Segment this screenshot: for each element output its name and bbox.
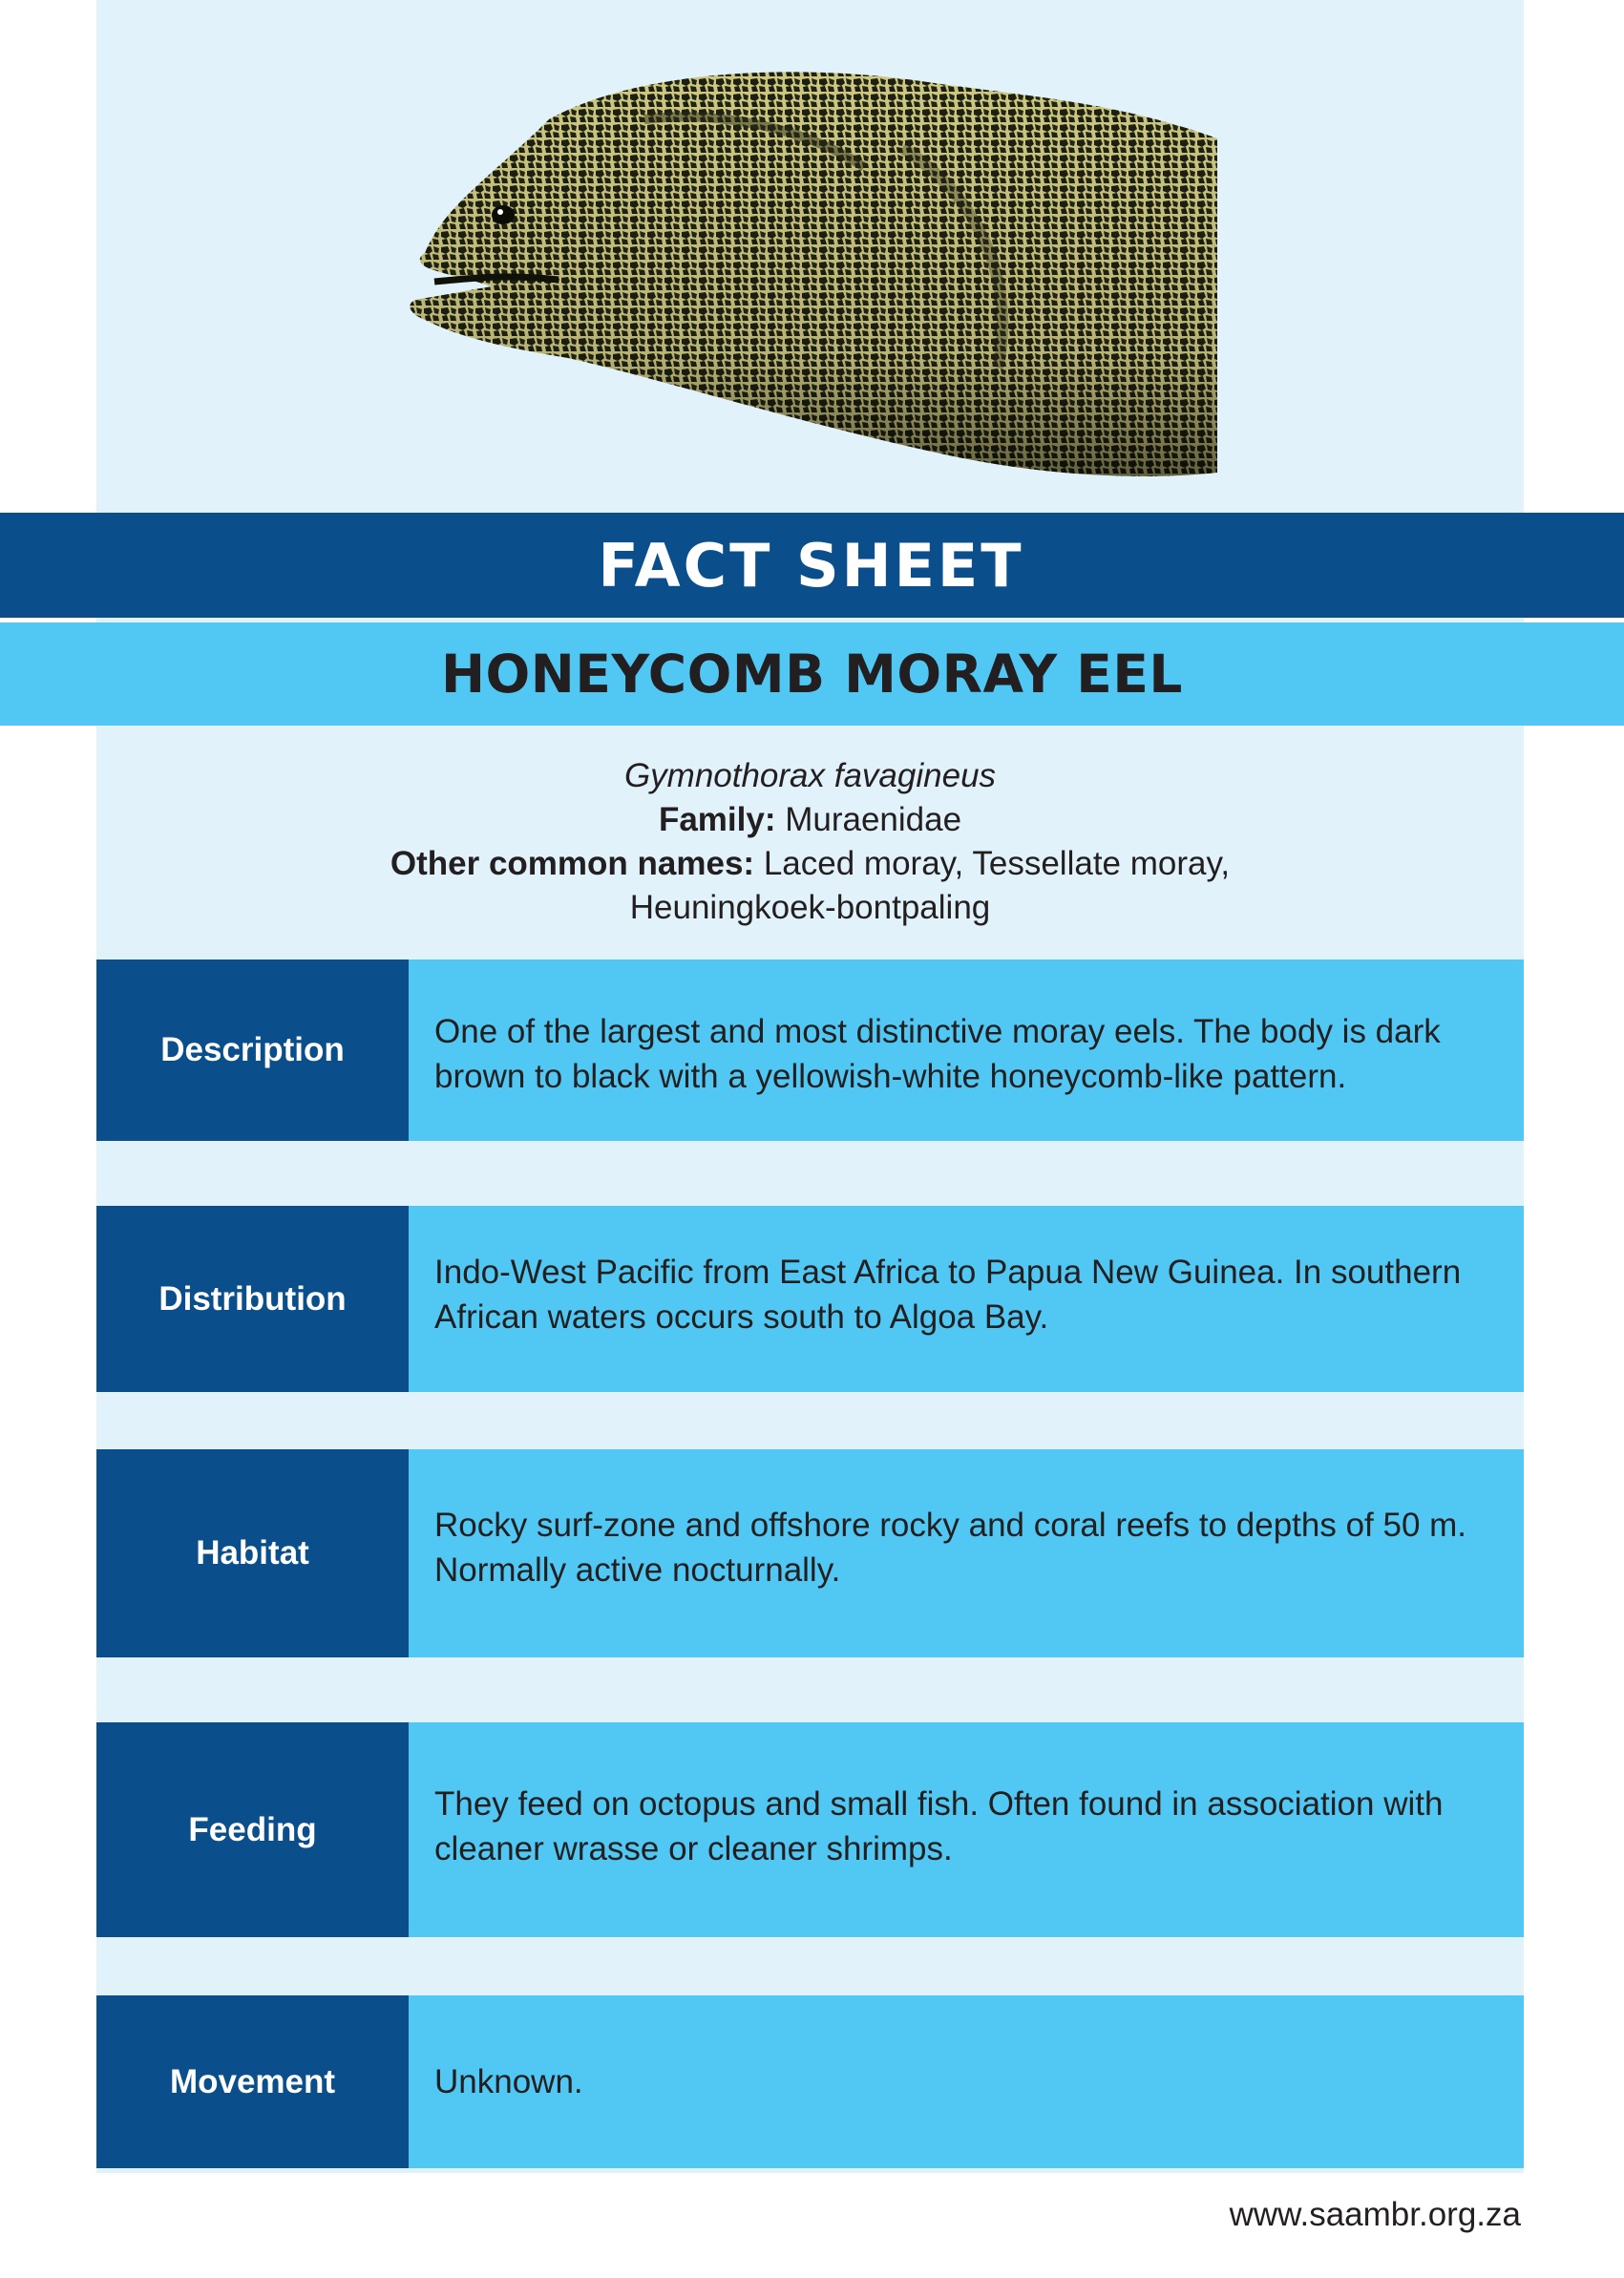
section-label: Habitat xyxy=(96,1449,409,1657)
eel-photo xyxy=(406,62,1217,482)
section-row-feeding xyxy=(96,1722,1524,1937)
section-label: Distribution xyxy=(96,1206,409,1392)
fact-sheet-banner xyxy=(0,513,1624,618)
section-text: Unknown. xyxy=(434,2063,583,2100)
other-names-label: Other common names: xyxy=(390,845,755,882)
section-text-box xyxy=(409,1995,1524,2168)
section-text-box xyxy=(409,1722,1524,1937)
section-text: Indo-West Pacific from East Africa to Papua New Guinea. In southern African waters occurs south to Algoa Bay. xyxy=(434,1254,1462,1336)
section-label: Description xyxy=(96,960,409,1141)
section-row-movement xyxy=(96,1995,1524,2168)
section-text: Rocky surf-zone and offshore rocky and coral reefs to depths of 50 m. Normally active nocturnally. xyxy=(434,1507,1467,1589)
family-value: Muraenidae xyxy=(785,801,962,838)
section-text-box xyxy=(409,960,1524,1141)
section-row-distribution xyxy=(96,1206,1524,1392)
section-text: One of the largest and most distinctive moray eels. The body is dark brown to black with a yellowish-white honeycomb-like pattern. xyxy=(434,1013,1441,1095)
species-name: HONEYCOMB MORAY EEL xyxy=(441,643,1183,705)
section-text-box xyxy=(409,1206,1524,1392)
other-names-line xyxy=(96,842,1524,886)
footer-url[interactable]: www.saambr.org.za xyxy=(1229,2196,1521,2233)
section-text-box xyxy=(409,1449,1524,1657)
family-label: Family: xyxy=(658,801,776,838)
section-label: Feeding xyxy=(96,1722,409,1937)
other-names-value-cont: Heuningkoek-bontpaling xyxy=(629,889,991,926)
scientific-name: Gymnothorax favagineus xyxy=(623,757,997,794)
section-label: Movement xyxy=(96,1995,409,2168)
species-meta xyxy=(96,754,1524,930)
other-names-value: Laced moray, Tessellate moray, xyxy=(763,845,1231,882)
fact-sheet-title: FACT SHEET xyxy=(598,530,1024,601)
section-row-description xyxy=(96,960,1524,1141)
section-text: They feed on octopus and small fish. Often found in association with cleaner wrasse or cleaner shrimps. xyxy=(434,1785,1444,1867)
family-line xyxy=(96,798,1524,842)
section-row-habitat xyxy=(96,1449,1524,1657)
species-banner xyxy=(0,622,1624,726)
